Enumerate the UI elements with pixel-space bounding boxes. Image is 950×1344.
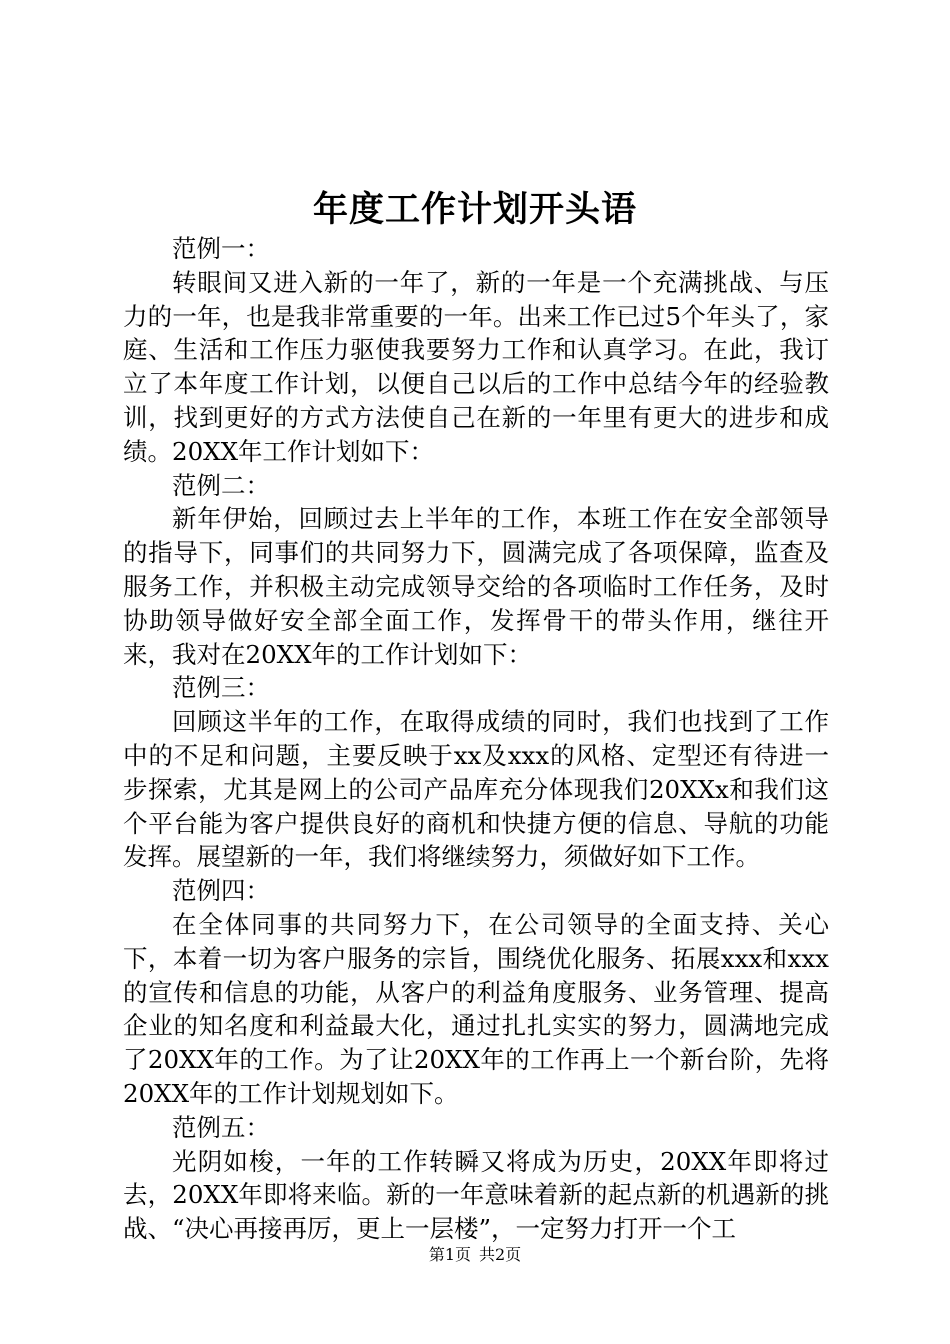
body-paragraph: 光阴如梭，一年的工作转瞬又将成为历史，20XX年即将过去，20XX年即将来临。新的一年意味着新的起点新的机遇新的挑战、“决心再接再厉，更上一层楼”，一定努力打开一个工 (123, 1146, 829, 1244)
page-number-current: 第1页 (428, 1245, 471, 1264)
page-number-total: 共2页 (479, 1245, 522, 1264)
page-footer (0, 1244, 950, 1266)
body-paragraph: 新年伊始，回顾过去上半年的工作，本班工作在安全部领导的指导下，同事们的共同努力下，圆满完成了各项保障，监查及服务工作，并积极主动完成领导交给的各项临时工作任务，及时协助领导做好安全部全面工作，发挥骨干的带头作用，继往开来，我对在20XX年的工作计划如下： (123, 504, 829, 669)
body-paragraph: 转眼间又进入新的一年了，新的一年是一个充满挑战、与压力的一年，也是我非常重要的一年。出来工作已过5个年头了，家庭、生活和工作压力驱使我要努力工作和认真学习。在此，我订立了本年度工作计划，以便自己以后的工作中总结今年的经验教训，找到更好的方式方法使自己在新的一年里有更大的进步和成绩。20XX年工作计划如下： (123, 267, 829, 466)
example-heading: 范例一： (172, 234, 270, 263)
body-paragraph: 在全体同事的共同努力下，在公司领导的全面支持、关心下，本着一切为客户服务的宗旨，围绕优化服务、拓展xxx和xxx的宣传和信息的功能，从客户的利益角度服务、业务管理、提高企业的知名度和利益最大化，通过扎扎实实的努力，圆满地完成了20XX年的工作。为了让20XX年的工作再上一个新台阶，先将20XX年的工作计划规划如下。 (123, 909, 829, 1108)
document-title: 年度工作计划开头语 (312, 189, 637, 230)
body-paragraph: 回顾这半年的工作，在取得成绩的同时，我们也找到了工作中的不足和问题，主要反映于xx及xxx的风格、定型还有待进一步探索，尤其是网上的公司产品库充分体现我们20XXx和我们这个平台能为客户提供良好的商机和快捷方便的信息、导航的功能发挥。展望新的一年，我们将继续努力，须做好如下工作。 (123, 707, 829, 872)
example-heading: 范例五： (172, 1112, 270, 1142)
document-body (123, 232, 829, 1246)
example-heading: 范例四： (172, 876, 270, 906)
example-heading: 范例三： (172, 673, 270, 703)
example-heading: 范例二： (172, 470, 270, 500)
